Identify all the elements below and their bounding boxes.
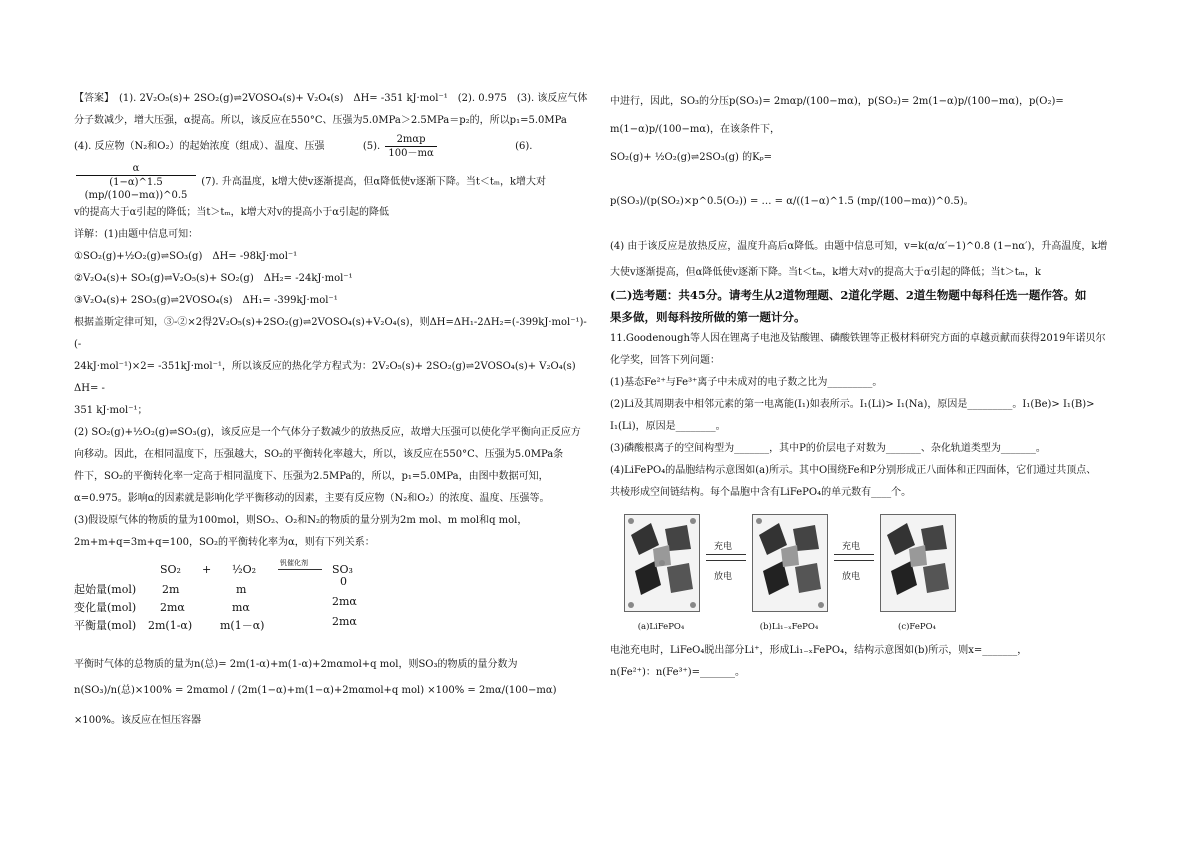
arrow-discharge-1 xyxy=(706,560,746,561)
right-line-5: 大使v逐渐提高，但α降低使v逐渐下降。当t＜tₘ，k增大对v的提高大于α引起的降低；当t＞tₘ，k xyxy=(610,267,1041,278)
detail-line-19: 平衡时气体的总物质的量为n(总)= 2m(1-α)+m(1-α)+2mαmol+q mol，则SO₃的物质的量分数为 xyxy=(74,659,518,670)
section-heading: (二)选考题：共45分。请考生从2道物理题、2道化学题、2道生物题中每科任选一题作答。如 xyxy=(610,288,1087,302)
equilibrium-table xyxy=(74,560,594,652)
right-line-4: (4) 由于该反应是放热反应，温度升高后α降低。由题中信息可知，v=k(α/α′−1)^0.8 (1−nα′)，升高温度，k增 xyxy=(610,241,1108,252)
fraction-answer-6: $\frac{\alpha}{(1-\alpha)\^{}1.5 (mp/(100-m\alpha))\^{}0.5}$ xyxy=(76,162,196,202)
detail-line-16: α=0.975。影响α的因素就是影响化学平衡移动的因素，主要有反应物（N₂和O₂）的浓度、温度、压强等。 xyxy=(74,493,550,504)
answer-line-2: 分子数减少，增大压强，α提高。所以，该反应在550°C、压强为5.0MPa＞2.5MPa＝p₂的，所以p₁=5.0MPa xyxy=(74,115,567,126)
crystal-b-graphic xyxy=(753,515,827,611)
question-11-part-2b: I₁(Li)，原因是________。 xyxy=(610,421,726,432)
label-charge-1: 充电 xyxy=(714,542,733,552)
right-line-1: 中进行，因此，SO₃的分压p(SO₃)= 2mαp/(100−mα)，p(SO₂)= 2m(1−α)p/(100−mα)，p(O₂)= m(1−α)p/(100−mα)，在该条件下， xyxy=(610,96,1064,135)
table-head-plus: + xyxy=(202,563,212,576)
fraction-answer-5: $\frac{\text{2mαp}}{100-m\alpha}$ xyxy=(385,133,436,160)
detail-line-12: 351 kJ·mol⁻¹； xyxy=(74,405,148,416)
cell-so2-initial: 2m xyxy=(162,583,180,596)
question-11-part-2: (2)Li及其周期表中相邻元素的第一电离能(I₁)如表所示。I₁(Li)> I₁(Na)，原因是_________。I₁(Be)> I₁(B)> xyxy=(610,399,1095,410)
left-column xyxy=(74,88,594,736)
crystal-cell-b xyxy=(752,514,828,612)
cell-o2-initial: m xyxy=(236,583,247,596)
row-label-equilibrium: 平衡量(mol) xyxy=(74,619,137,632)
detail-line-20: n(SO₃)/n(总)×100% = 2mαmol / (2m(1−α)+m(1−α)+2mαmol+q mol) ×100% = 2mα/(100−mα) ×100%。该反应在恒压容器 xyxy=(74,685,557,726)
label-discharge-1: 放电 xyxy=(714,572,733,582)
detail-line-18: 2m+m+q=3m+q=100，SO₂的平衡转化率为α，则有下列关系： xyxy=(74,537,375,548)
arrow-charge-2 xyxy=(834,554,874,555)
label-discharge-2: 放电 xyxy=(842,572,861,582)
crystal-cell-c xyxy=(880,514,956,612)
detail-line-17: (3)假设原气体的物质的量为100mol，则SO₂、O₂和N₂的物质的量分别为2m mol、m mol和q mol， xyxy=(74,515,528,526)
equation-2: ②V₂O₄(s)+ SO₃(g)⇌V₂O₅(s)+ SO₂(g) ΔH₂= -24kJ·mol⁻¹ xyxy=(74,273,353,284)
caption-c: (c)FePO₄ xyxy=(898,622,936,632)
crystal-a-graphic xyxy=(625,515,699,611)
row-label-change: 变化量(mol) xyxy=(74,601,137,614)
question-11-intro: 11.Goodenough等人因在锂离子电池及钴酸锂、磷酸铁锂等正极材料研究方面的卓越贡献而获得2019年诺贝尔 xyxy=(610,333,1106,344)
label-charge-2: 充电 xyxy=(842,542,861,552)
caption-a: (a)LiFePO₄ xyxy=(637,622,685,632)
arrow-discharge-2 xyxy=(834,560,874,561)
answer-line-3: (4). 反应物（N₂和O₂）的起始浓度（组成）、温度、压强 (5). $\frac{\text{2mαp}}{100-m\alpha}$ (6). xyxy=(74,134,533,159)
right-line-2: SO₂(g)+ ½O₂(g)⇌2SO₃(g) 的Kₚ= xyxy=(610,152,772,163)
question-11-part-3: (3)磷酸根离子的空间构型为_______，其中P的价层电子对数为_______、杂化轨道类型为_______。 xyxy=(610,443,1046,454)
detail-line-13: (2) SO₂(g)+½O₂(g)⇌SO₃(g)，该反应是一个气体分子数减少的放热反应，故增大压强可以使化学平衡向正反应方 xyxy=(74,427,581,438)
equilibrium-arrow xyxy=(278,569,322,570)
row-label-initial: 起始量(mol) xyxy=(74,583,137,596)
detail-line-15: 件下，SO₂的平衡转化率一定高于相同温度下、压强为2.5MPa的，所以，p₁=5.0MPa，由图中数据可知， xyxy=(74,471,549,482)
equation-3: ③V₂O₄(s)+ 2SO₃(g)⇌2VOSO₄(s) ΔH₁= -399kJ·mol⁻¹ xyxy=(74,295,338,306)
answer-line-5: v的提高大于α引起的降低；当t＞tₘ，k增大对v的提高小于α引起的降低 xyxy=(74,207,390,218)
question-11-part-5: 电池充电时，LiFeO₄脱出部分Li⁺，形成Li₁₋ₓFePO₄，结构示意图如(b)所示，则x=_______， xyxy=(610,645,1028,656)
detail-line-10: 根据盖斯定律可知，③-②×2得2V₂O₅(s)+2SO₂(g)⇌2VOSO₄(s)+V₂O₄(s)，则ΔH=ΔH₁-2ΔH₂=(-399kJ·mol⁻¹)-(- xyxy=(74,317,587,350)
question-11-part-4: (4)LiFePO₄的晶胞结构示意图如(a)所示。其中O围绕Fe和P分别形成正八面体和正四面体，它们通过共顶点、 xyxy=(610,465,1097,476)
question-11-part-1: (1)基态Fe²⁺与Fe³⁺离子中未成对的电子数之比为_________。 xyxy=(610,377,883,388)
section-heading-2: 果多做，则每科按所做的第一题计分。 xyxy=(610,310,806,324)
table-head-so3: SO₃ xyxy=(332,563,353,576)
arrow-charge-1 xyxy=(706,554,746,555)
crystal-structure-figure xyxy=(610,514,1130,634)
cell-so2-change: 2mα xyxy=(160,601,185,614)
table-head-o2: ½O₂ xyxy=(232,563,257,576)
question-11-intro-2: 化学奖，回答下列问题： xyxy=(610,355,720,366)
table-catalyst: 钒催化剂 xyxy=(280,559,308,567)
crystal-cell-a xyxy=(624,514,700,612)
question-11-part-4b: 共棱形成空间链结构。每个晶胞中含有LiFePO₄的单元数有____个。 xyxy=(610,487,912,498)
detail-line-14: 向移动。因此，在相同温度下，压强越大，SO₂的平衡转化率越大，所以，该反应在550°C、压强为5.0MPa条 xyxy=(74,449,564,460)
table-head-so2: SO₂ xyxy=(160,563,181,576)
answer-line-1: 【答案】 (1). 2V₂O₅(s)+ 2SO₂(g)⇌2VOSO₄(s)+ V₂O₄(s) ΔH= -351 kJ·mol⁻¹ (2). 0.975 (3). 该反应气体 xyxy=(74,93,588,104)
cell-so3-change: 2mα xyxy=(332,595,357,608)
cell-so2-eq: 2m(1-α) xyxy=(148,619,193,632)
answer-line-4: $\frac{\alpha}{(1-\alpha)\^{}1.5 (mp/(100-m\alpha))\^{}0.5}$ (7). 升高温度，k增大使v逐渐提高，但α降低使v逐渐下降。当t＜tₘ，k增大对 xyxy=(74,162,594,202)
cell-so3-eq: 2mα xyxy=(332,615,357,628)
right-line-3: p(SO₃)/(p(SO₂)×p^0.5(O₂)) = … = α/((1−α)^1.5 (mp/(100−mα))^0.5)。 xyxy=(610,196,974,207)
right-column xyxy=(610,88,1130,684)
cell-so3-initial: 0 xyxy=(340,575,347,588)
detail-line-11: 24kJ·mol⁻¹)×2= -351kJ·mol⁻¹，所以该反应的热化学方程式为：2V₂O₅(s)+ 2SO₂(g)⇌2VOSO₄(s)+ V₂O₄(s) ΔH= - xyxy=(74,361,586,394)
question-11-part-5b: n(Fe²⁺)：n(Fe³⁺)=_______。 xyxy=(610,667,746,678)
caption-b: (b)Li₁₋ₓFePO₄ xyxy=(759,622,819,632)
detail-heading: 详解：(1)由题中信息可知： xyxy=(74,229,199,240)
cell-o2-eq: m(1－α) xyxy=(220,619,265,632)
cell-o2-change: mα xyxy=(232,601,250,614)
equation-1: ①SO₂(g)+½O₂(g)⇌SO₃(g) ΔH= -98kJ·mol⁻¹ xyxy=(74,251,298,262)
crystal-c-graphic xyxy=(881,515,955,611)
